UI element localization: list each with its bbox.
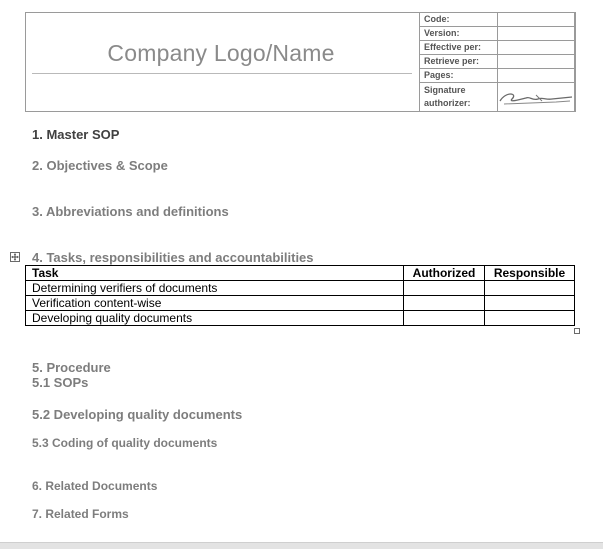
table-header-row [26,266,575,281]
column-header-authorized: Authorized [404,266,485,281]
meta-value[interactable] [498,27,576,41]
responsible-cell[interactable] [485,311,575,326]
move-arrows-icon [11,253,19,261]
meta-value[interactable] [498,55,576,69]
meta-value[interactable] [498,41,576,55]
responsible-cell[interactable] [485,281,575,296]
meta-row-effective [420,41,576,55]
meta-row-pages [420,69,576,83]
table-row [26,311,575,326]
task-cell[interactable]: Verification content-wise [26,296,404,311]
task-cell[interactable]: Developing quality documents [26,311,404,326]
column-header-responsible: Responsible [485,266,575,281]
section-developing-quality-documents: 5.2 Developing quality documents [32,407,243,422]
meta-value[interactable] [498,13,576,27]
meta-value[interactable] [498,69,576,83]
meta-row-version [420,27,576,41]
table-row [26,281,575,296]
section-sops: 5.1 SOPs [32,375,89,390]
section-related-documents: 6. Related Documents [32,479,158,493]
section-related-forms: 7. Related Forms [32,507,129,521]
tasks-table [25,265,575,326]
meta-label: Code: [420,13,498,27]
meta-label: Version: [420,27,498,41]
table-resize-handle[interactable] [574,328,580,334]
section-tasks-responsibilities: 4. Tasks, responsibilities and accountabilities [32,250,314,265]
table-move-handle[interactable] [10,252,20,262]
section-abbreviations: 3. Abbreviations and definitions [32,204,229,219]
meta-label: Effective per: [420,41,498,55]
meta-label: Pages: [420,69,498,83]
section-objectives-scope: 2. Objectives & Scope [32,158,168,173]
authorized-cell[interactable] [404,296,485,311]
company-logo-placeholder: Company Logo/Name [107,40,335,66]
meta-row-code [420,13,576,27]
meta-label: Signature authorizer: [420,83,498,112]
signature-image [496,87,576,111]
meta-row-retrieve [420,55,576,69]
section-procedure: 5. Procedure [32,360,111,375]
section-coding-quality-documents: 5.3 Coding of quality documents [32,436,218,450]
authorized-cell[interactable] [404,311,485,326]
meta-label: Retrieve per: [420,55,498,69]
task-cell[interactable]: Determining verifiers of documents [26,281,404,296]
column-header-task: Task [26,266,404,281]
responsible-cell[interactable] [485,296,575,311]
section-master-sop: 1. Master SOP [32,127,120,142]
logo-divider [32,73,412,74]
table-row [26,296,575,311]
authorized-cell[interactable] [404,281,485,296]
